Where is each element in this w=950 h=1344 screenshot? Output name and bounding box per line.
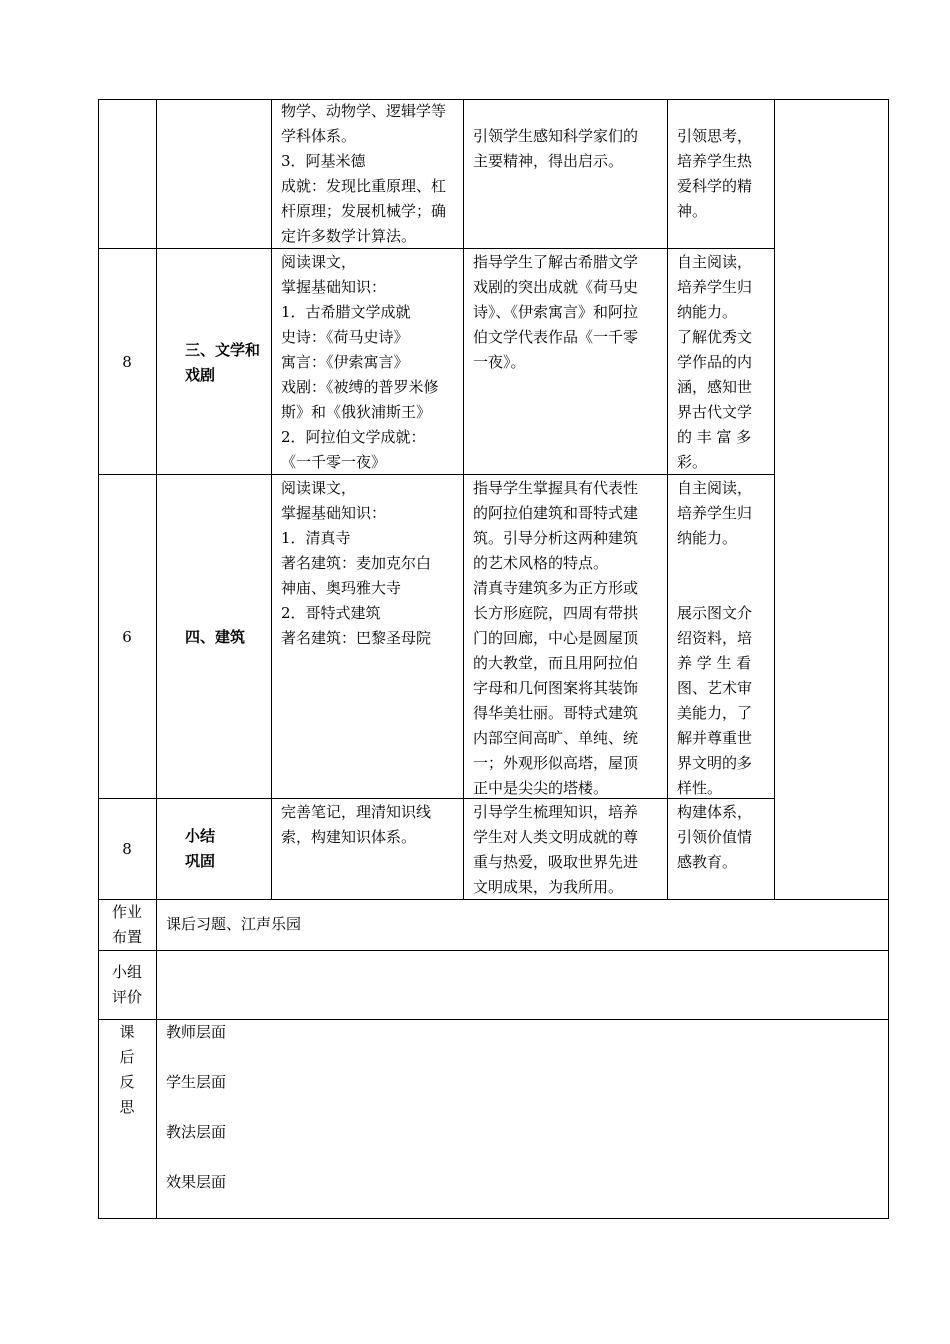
teacher-activity-cell: 指导学生掌握具有代表性 的阿拉伯建筑和哥特式建 筑。引导分析这两种建筑 的艺术风格的特点。 清真寺建筑多为正方形或 长方形庭院，四周有带拱 门的回廊，中心是圆屋顶 的大教堂，而且用阿拉伯 字母和几何图案将其装饰 得华美壮丽。哥特式建筑 内部空间高旷、单纯、统 一；外观形似高塔，屋顶 正中是尖尖的塔楼。 xyxy=(473,479,639,797)
col-divider xyxy=(667,99,668,900)
homework-label: 作业 布置 xyxy=(111,903,142,946)
teacher-activity-cell: 指导学生了解古希腊文学 戏剧的突出成就《荷马史 诗》、《伊索寓言》和阿拉 伯文学代表作品《一千零 一夜》。 xyxy=(473,253,639,371)
reflection-item: 学生层面 xyxy=(166,1073,227,1091)
row-divider xyxy=(98,950,889,951)
row-divider xyxy=(98,798,774,799)
section-title: 小结 巩固 xyxy=(185,827,216,870)
table-border-right xyxy=(888,99,889,1219)
design-intent-cell: 自主阅读， 培养学生归 纳能力。 展示图文介 绍资料，培 养 学 生 看 图、艺术审 美能力，了 解并尊重世 界文明的多 样性。 xyxy=(677,479,753,797)
col-divider xyxy=(271,99,272,900)
group-evaluation-label: 小组 评价 xyxy=(111,963,142,1006)
homework-value: 课后习题、江声乐园 xyxy=(166,915,302,933)
content-cell: 阅读课文， 掌握基础知识： 1．古希腊文学成就 史诗：《荷马史诗》 寓言：《伊索寓言》 戏剧：《被缚的普罗米修 斯》和《俄狄浦斯王》 2．阿拉伯文学成就： 《一千零一夜》 xyxy=(281,253,439,471)
teacher-activity-cell: 引领学生感知科学家们的 主要精神，得出启示。 xyxy=(473,127,639,170)
reflection-item: 教法层面 xyxy=(166,1123,227,1141)
design-intent-cell: 自主阅读， 培养学生归 纳能力。 了解优秀文 学作品的内 涵，感知世 界古代文学 的 丰 富 多 彩。 xyxy=(677,253,753,471)
hours-cell: 6 xyxy=(122,628,132,646)
content-cell: 完善笔记，理清知识线 索，构建知识体系。 xyxy=(281,803,432,846)
hours-cell: 8 xyxy=(122,353,132,371)
design-intent-cell: 引领思考， 培养学生热 爱科学的精 神。 xyxy=(677,127,753,220)
col-divider xyxy=(774,99,775,900)
section-title: 三、文学和 戏剧 xyxy=(185,341,261,384)
content-cell: 阅读课文， 掌握基础知识： 1．清真寺 著名建筑：麦加克尔白 神庙、奥玛雅大寺 2．哥特式建筑 著名建筑：巴黎圣母院 xyxy=(281,479,432,647)
col-divider xyxy=(463,99,464,900)
col-divider xyxy=(156,99,157,1219)
table-border-bottom xyxy=(98,1218,889,1219)
reflection-item: 教师层面 xyxy=(166,1023,227,1041)
section-title: 四、建筑 xyxy=(185,628,246,646)
content-cell: 物学、动物学、逻辑学等 学科体系。 3．阿基米德 成就：发现比重原理、杠 杆原理；发展机械学；确 定许多数学计算法。 xyxy=(281,102,447,245)
reflection-label: 课 后 反 思 xyxy=(119,1023,135,1116)
design-intent-cell: 构建体系， 引领价值情 感教育。 xyxy=(677,803,753,871)
reflection-item: 效果层面 xyxy=(166,1173,227,1191)
hours-cell: 8 xyxy=(122,840,132,858)
teacher-activity-cell: 引导学生梳理知识，培养 学生对人类文明成就的尊 重与热爱，吸取世界先进 文明成果，为我所用。 xyxy=(473,803,639,896)
